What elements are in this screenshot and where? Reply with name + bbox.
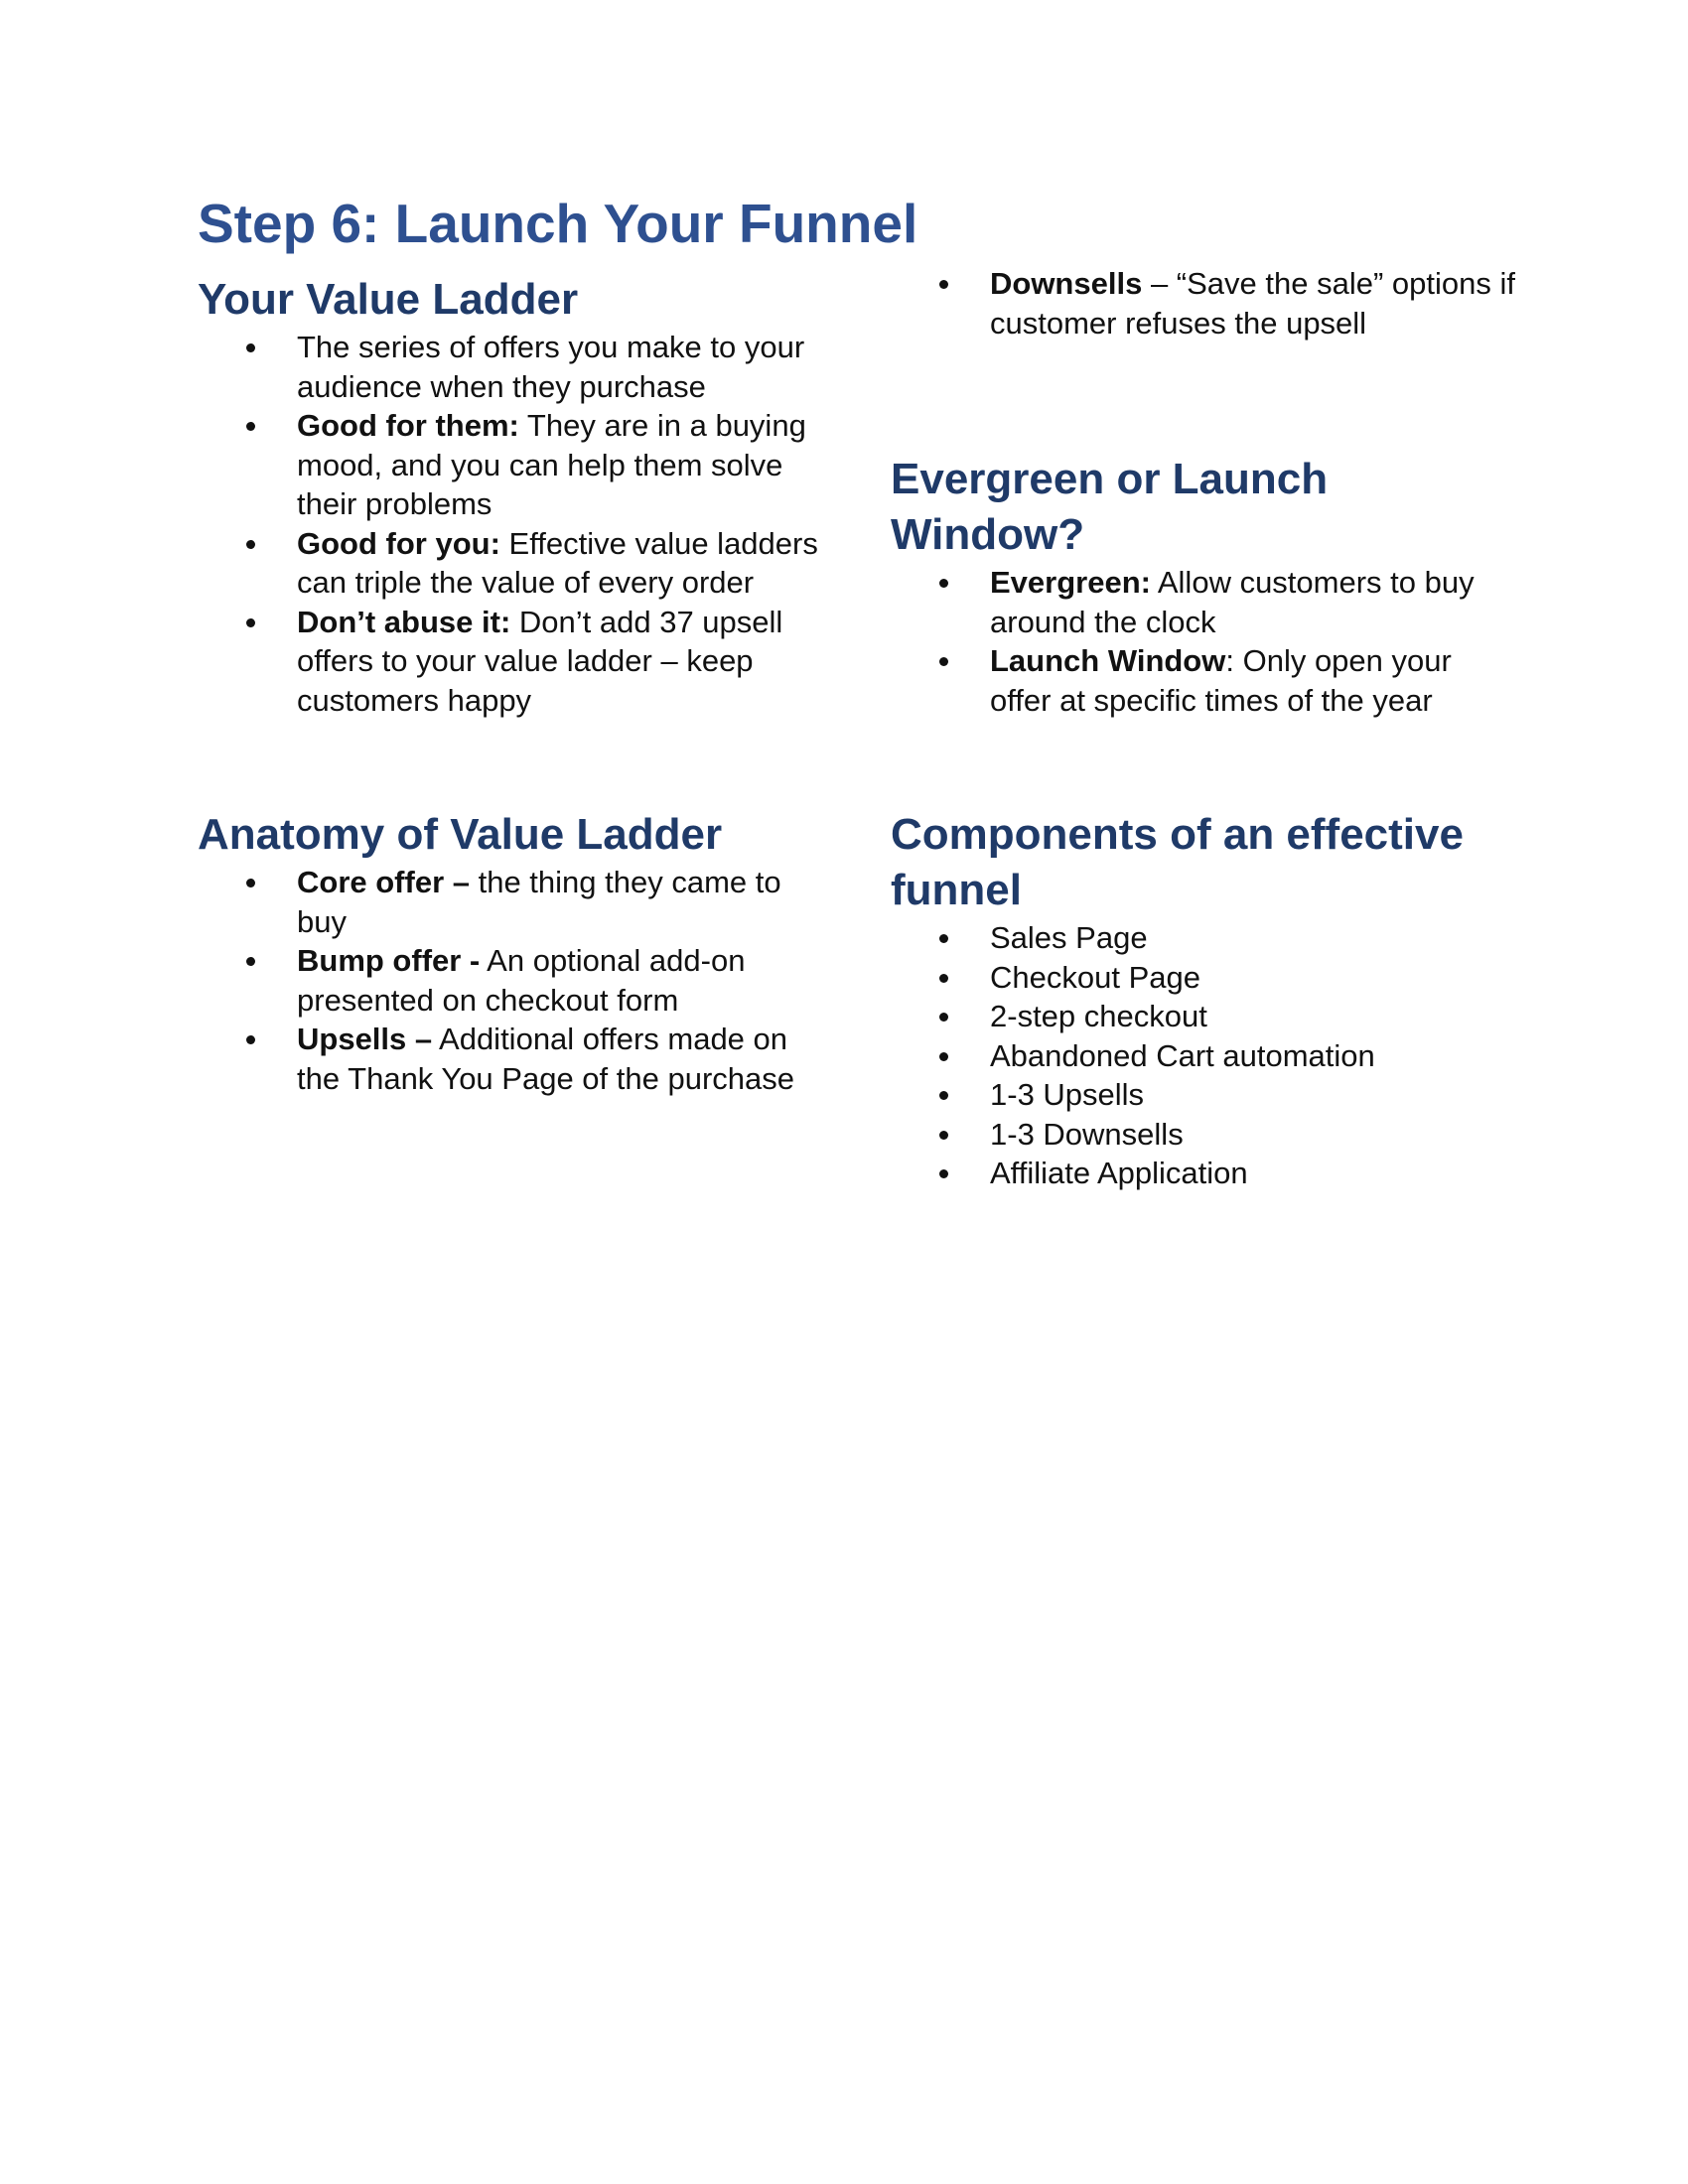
value-ladder-list xyxy=(198,328,833,720)
item-bold-label: Core offer – xyxy=(297,865,470,899)
list-item xyxy=(990,918,1506,958)
bullet-icon xyxy=(939,974,948,983)
spacer xyxy=(891,342,1526,452)
list-item xyxy=(297,1020,833,1098)
bullet-icon xyxy=(246,1035,255,1044)
item-bold-label: Upsells – xyxy=(297,1022,433,1056)
item-text: Checkout Page xyxy=(990,959,1200,995)
list-item xyxy=(297,524,833,603)
list-item xyxy=(990,958,1506,998)
list-item xyxy=(297,941,833,1020)
item-text: The series of offers you make to your audience when they purchase xyxy=(297,330,805,404)
downsells-list xyxy=(891,264,1526,342)
bullet-icon xyxy=(246,422,255,431)
evergreen-heading: Evergreen or Launch Window? xyxy=(891,455,1329,559)
bullet-icon xyxy=(939,934,948,943)
item-text: the thing they came to buy xyxy=(297,865,781,939)
anatomy-list xyxy=(198,863,833,1098)
item-bold-label: Good for you: xyxy=(297,525,500,561)
left-column xyxy=(198,272,833,1098)
bullet-icon xyxy=(246,540,255,549)
anatomy-heading: Anatomy of Value Ladder xyxy=(198,810,723,859)
item-bold-label: Launch Window xyxy=(990,643,1226,678)
spacer xyxy=(198,720,833,807)
list-item xyxy=(990,1115,1506,1155)
item-text: – “Save the sale” options if customer refuses the upsell xyxy=(990,266,1515,341)
item-text: Allow customers to buy around the clock xyxy=(990,565,1475,639)
list-item xyxy=(990,997,1506,1036)
item-bold-label: Good for them: xyxy=(297,408,519,443)
bullet-icon xyxy=(939,1169,948,1178)
item-bold-label: Evergreen: xyxy=(990,565,1151,600)
list-item xyxy=(990,1036,1506,1076)
bullet-icon xyxy=(246,343,255,352)
list-item xyxy=(297,328,833,406)
bullet-icon xyxy=(246,957,255,966)
bullet-icon xyxy=(939,1091,948,1100)
item-text: Don’t add 37 upsell offers to your value ladder – keep customers happy xyxy=(297,604,783,718)
list-item xyxy=(297,406,833,524)
list-item xyxy=(990,1154,1506,1193)
item-text: They are in a buying mood, and you can help them solve their problems xyxy=(297,408,806,521)
list-item xyxy=(990,641,1506,720)
item-bold-label: Don’t abuse it: xyxy=(297,604,511,639)
item-text: Affiliate Application xyxy=(990,1156,1248,1190)
item-text: Abandoned Cart automation xyxy=(990,1037,1375,1073)
list-item xyxy=(990,563,1506,641)
bullet-icon xyxy=(939,579,948,588)
item-text: Additional offers made on the Thank You Page of the purchase xyxy=(297,1022,794,1096)
list-item xyxy=(297,603,833,721)
item-text: Effective value ladders can triple the value of every order xyxy=(297,525,818,600)
spacer xyxy=(891,720,1526,807)
item-bold-label: Downsells xyxy=(990,266,1143,301)
bullet-icon xyxy=(939,657,948,666)
item-bold-label: Bump offer - xyxy=(297,943,481,978)
bullet-icon xyxy=(939,1052,948,1061)
components-list xyxy=(891,918,1506,1193)
item-text: 1-3 Downsells xyxy=(990,1116,1184,1152)
item-text: An optional add-on presented on checkout form xyxy=(297,943,746,1018)
item-text: 1-3 Upsells xyxy=(990,1077,1145,1112)
item-text: 2-step checkout xyxy=(990,999,1207,1033)
bullet-icon xyxy=(939,1131,948,1140)
bullet-icon xyxy=(246,618,255,627)
components-heading: Components of an effective funnel xyxy=(891,810,1464,914)
item-text: Sales Page xyxy=(990,920,1148,955)
list-item xyxy=(990,264,1526,342)
page-title: Step 6: Launch Your Funnel xyxy=(198,193,918,254)
bullet-icon xyxy=(939,1013,948,1022)
bullet-icon xyxy=(246,879,255,887)
evergreen-list xyxy=(891,563,1506,720)
item-text: : Only open your offer at specific times of the year xyxy=(990,643,1452,718)
right-column xyxy=(891,264,1526,1193)
list-item xyxy=(990,1075,1506,1115)
value-ladder-heading: Your Value Ladder xyxy=(198,275,579,324)
list-item xyxy=(297,863,833,941)
bullet-icon xyxy=(939,280,948,289)
